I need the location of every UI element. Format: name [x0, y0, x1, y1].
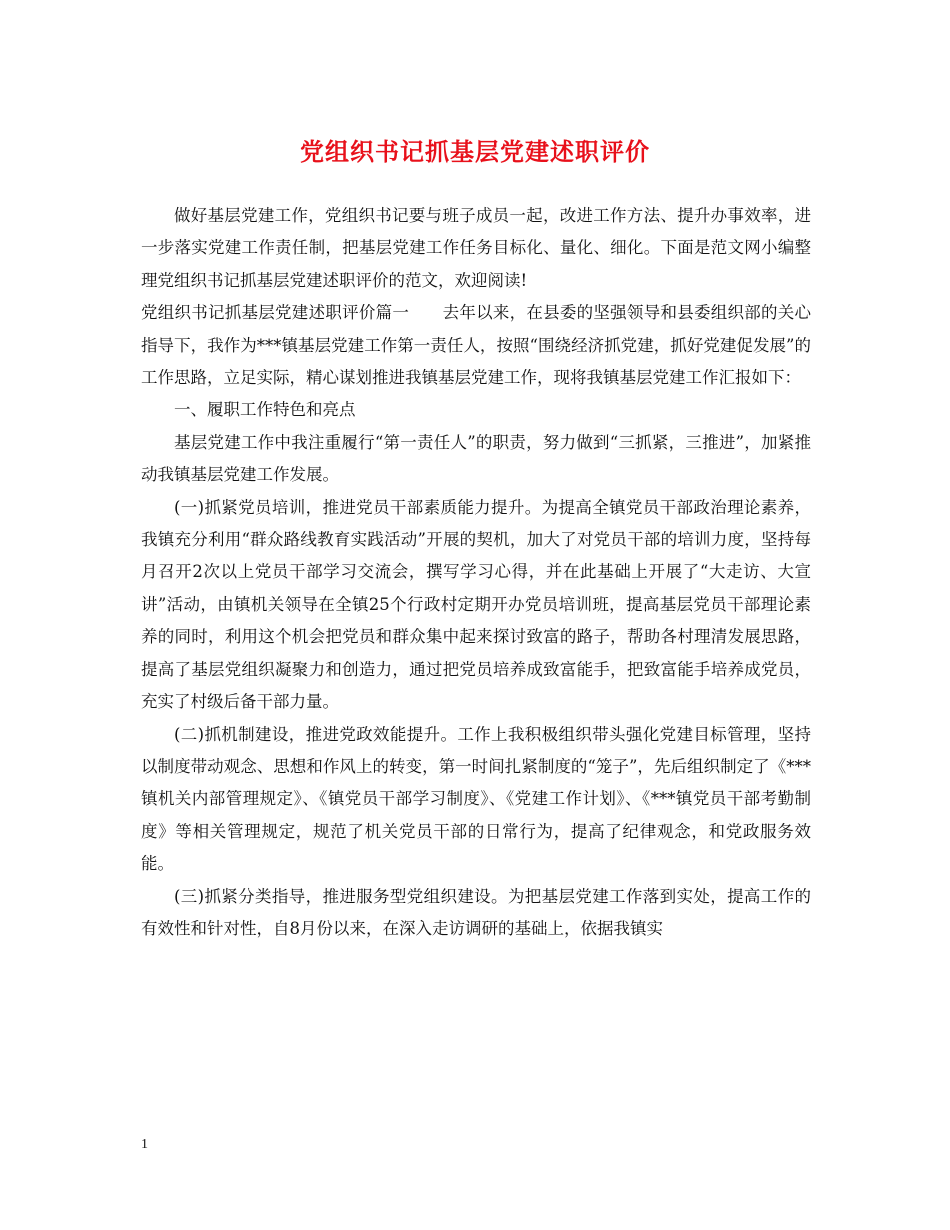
page-number: 1 — [141, 1137, 148, 1152]
paragraph-guidance: (三)抓紧分类指导，推进服务型党组织建设。为把基层党建工作落到实处，提高工作的有效性和针对性，自8月份以来，在深入走访调研的基础上，依据我镇实 — [141, 886, 811, 938]
paragraph-intro: 做好基层党建工作，党组织书记要与班子成员一起，改进工作方法、提升办事效率，进一步落实党建工作责任制，把基层党建工作任务目标化、量化、细化。下面是范文网小编整理党组织书记抓基层党建述职评价的范文，欢迎阅读! — [141, 206, 811, 290]
document-title: 党组织书记抓基层党建述职评价 — [300, 138, 650, 166]
paragraph-heading-highlights: 一、履职工作特色和亮点 — [174, 400, 356, 420]
paragraph-responsibility: 基层党建工作中我注重履行“第一责任人”的职责，努力做到“三抓紧，三推进”，加紧推动我镇基层党建工作发展。 — [141, 432, 811, 485]
paragraph-mechanism: (二)抓机制建设，推进党政效能提升。工作上我积极组织带头强化党建目标管理，坚持以制度带动观念、思想和作风上的转变，第一时间扎紧制度的“笼子”，先后组织制定了《***镇机关内部管理规定》、《镇党员干部学习制度》、《党建工作计划》、《***镇党员干部考勤制度》等相关管理规定，规范了机关党员干部的日常行为，提高了纪律观念，和党政服务效能。 — [141, 724, 811, 874]
document-body — [141, 200, 811, 945]
paragraph-section-one-start: 党组织书记抓基层党建述职评价篇一 去年以来，在县委的坚强领导和县委组织部的关心指导下，我作为***镇基层党建工作第一责任人，按照“围绕经济抓党建，抓好党建促发展”的工作思路，立足实际，精心谋划推进我镇基层党建工作，现将我镇基层党建工作汇报如下： — [141, 303, 811, 388]
paragraph-training: (一)抓紧党员培训，推进党员干部素质能力提升。为提高全镇党员干部政治理论素养，我镇充分利用“群众路线教育实践活动”开展的契机，加大了对党员干部的培训力度，坚持每月召开2次以上党员干部学习交流会，撰写学习心得，并在此基础上开展了“大走访、大宣讲”活动，由镇机关领导在全镇25个行政村定期开办党员培训班，提高基层党员干部理论素养的同时，利用这个机会把党员和群众集中起来探讨致富的路子，帮助各村理清发展思路，提高了基层党组织凝聚力和创造力，通过把党员培养成致富能手，把致富能手培养成党员，充实了村级后备干部力量。 — [141, 497, 811, 712]
